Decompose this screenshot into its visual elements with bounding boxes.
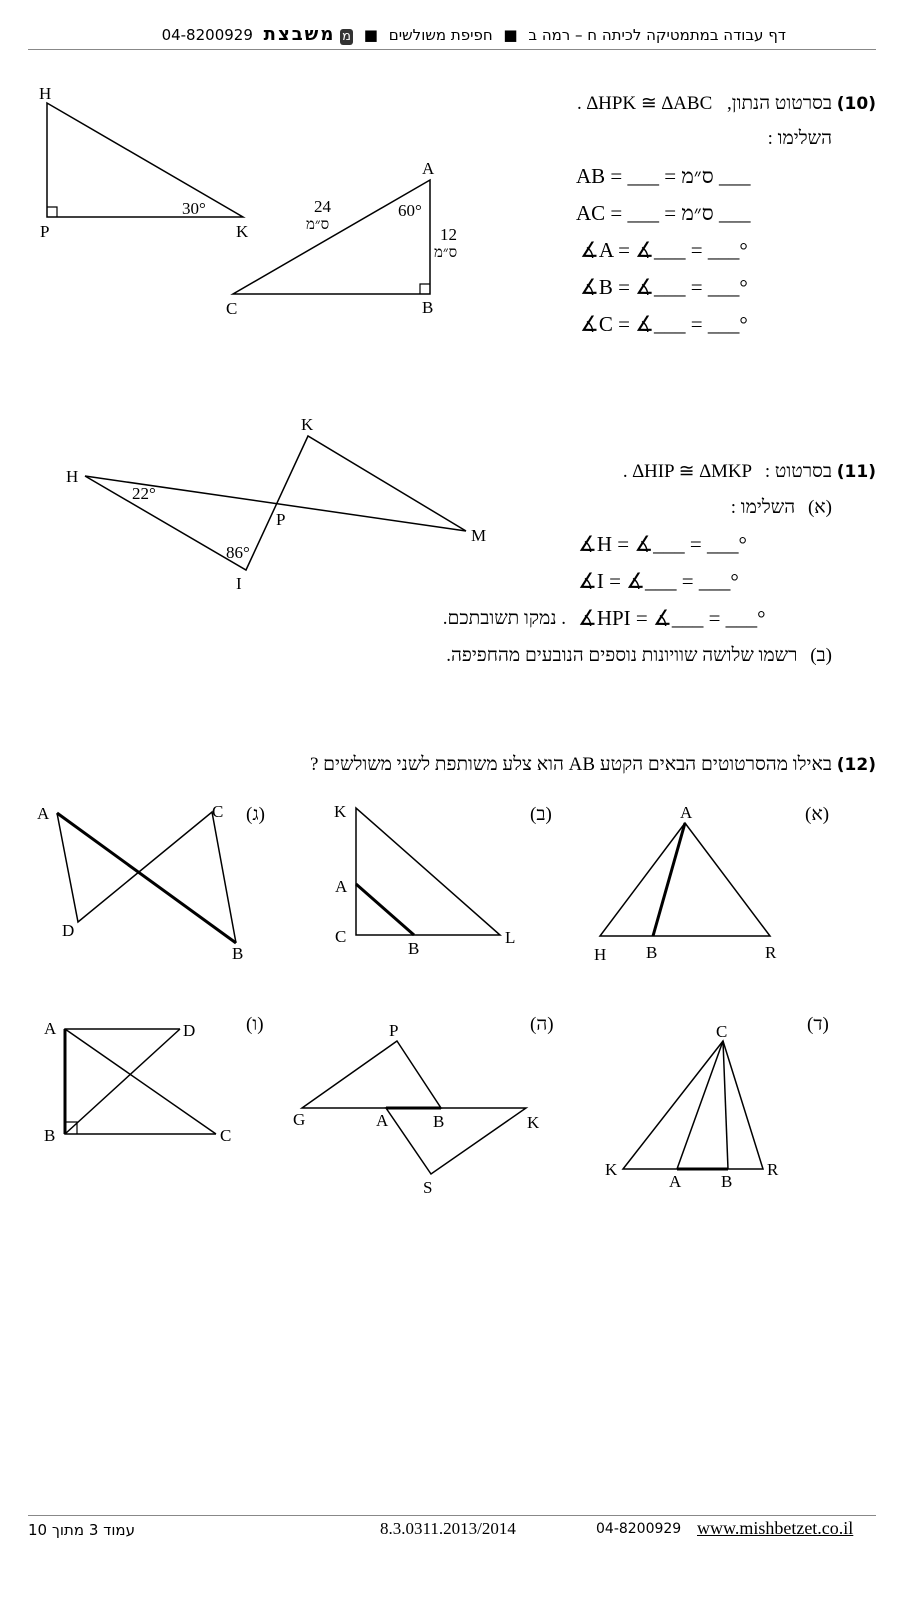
q10-answer-line[interactable]: ∡A = ∡___ = ___°	[580, 238, 748, 262]
vertex-label: P	[40, 222, 50, 241]
fig-a-segment-ab	[653, 823, 685, 936]
vertex-label: A	[680, 803, 693, 822]
q12-figure-label: (א)	[805, 804, 830, 825]
vertex-label: B	[422, 298, 434, 317]
header-phone: 04-8200929	[161, 26, 253, 44]
fig-b-triangle	[356, 808, 500, 935]
vertex-label: K	[236, 222, 249, 241]
vertex-label: M	[471, 526, 487, 545]
brand-logo: מ	[342, 29, 351, 44]
side-label: 24	[314, 197, 331, 216]
vertex-label: C	[220, 1126, 232, 1145]
q12-figure-label: (ג)	[246, 804, 265, 825]
vertex-label: H	[39, 84, 52, 103]
q11-b-text: רשמו שלושה שוויונות נוספים הנובעים מהחפיפה.	[446, 645, 798, 666]
header-separator: ■	[503, 26, 518, 44]
fig-b-segment-ab	[356, 884, 414, 935]
q10-statement-text: בסרטוט הנתון,	[727, 93, 833, 114]
vertex-label: B	[721, 1172, 733, 1191]
vertex-label: D	[183, 1021, 196, 1040]
q10-answer-line[interactable]: AB = ___ = ס״מ ___	[576, 164, 751, 188]
fig-d-triangle	[623, 1041, 763, 1169]
vertex-label: A	[335, 877, 348, 896]
fig-h-triangle-pgb	[302, 1041, 441, 1108]
vertex-label: L	[505, 928, 516, 947]
q11-answer-line[interactable]: ∡H = ∡___ = ___°	[578, 532, 747, 556]
header-title: דף עבודה במתמטיקה לכיתה ח – רמה ב	[528, 26, 786, 44]
vertex-label: K	[334, 802, 347, 821]
q12-figure-label: (ב)	[530, 804, 552, 825]
vertex-label: A	[44, 1019, 57, 1038]
vertex-label: G	[293, 1110, 306, 1129]
q12-figure-label: (ה)	[530, 1014, 554, 1035]
vertex-label: P	[389, 1021, 399, 1040]
header-topic: חפיפת משולשים	[388, 26, 493, 44]
fig-v-diagonal	[65, 1029, 180, 1134]
vertex-label: K	[301, 415, 314, 434]
vertex-label: C	[716, 1022, 728, 1041]
q11-answer-line[interactable]: ∡HPI = ∡___ = ___°	[578, 606, 766, 630]
q12-text: באילו מהסרטוטים הבאים הקטע AB הוא צלע משותפת לשני משולשים ?	[309, 754, 833, 775]
q11-dot: .	[622, 461, 628, 482]
vertex-label: C	[335, 927, 347, 946]
angle-label: 22°	[132, 484, 156, 503]
q11-complete-label: השלימו :	[730, 497, 796, 518]
fig-h-triangle-aks	[386, 1108, 526, 1174]
vertex-label: A	[37, 804, 50, 823]
q11-congruence: ∆HIP ≅ ∆MKP	[632, 461, 753, 482]
q10-number: (10)	[836, 94, 876, 114]
vertex-label: H	[594, 945, 607, 964]
q10-answer-line[interactable]: ∡C = ∡___ = ___°	[580, 312, 748, 336]
q12-number: (12)	[836, 755, 876, 775]
angle-label: 86°	[226, 543, 250, 562]
q10-complete-label: השלימו :	[767, 128, 832, 149]
vertex-label: P	[276, 510, 286, 529]
vertex-label: B	[408, 939, 420, 958]
header-separator: ■	[363, 26, 378, 44]
vertex-label: H	[66, 467, 79, 486]
q10-answer-line[interactable]: ∡B = ∡___ = ___°	[580, 275, 748, 299]
fig-a-triangle	[600, 823, 770, 936]
vertex-label: B	[44, 1126, 56, 1145]
vertex-label: R	[765, 943, 777, 962]
vertex-label: C	[226, 299, 238, 318]
angle-label: 30°	[182, 199, 206, 218]
vertex-label: A	[422, 159, 435, 178]
q11-statement-text: בסרטוט :	[764, 461, 833, 482]
vertex-label: D	[62, 921, 75, 940]
q12-figure-label: (ו)	[246, 1014, 264, 1035]
fig-g-segment-ab	[57, 813, 236, 943]
q11-a-label: (א)	[807, 497, 832, 518]
footer-phone: 04-8200929	[596, 1521, 682, 1537]
q11-b-label: (ב)	[810, 645, 832, 666]
footer-site-link[interactable]: www.mishbetzet.co.il	[697, 1518, 854, 1538]
brand-name: משבצת	[263, 24, 336, 45]
footer-page: עמוד 3 מתוך 10	[28, 1521, 135, 1539]
q11-answer-line[interactable]: ∡I = ∡___ = ___°	[578, 569, 739, 593]
vertex-label: S	[423, 1178, 433, 1197]
q10-congruence: ∆HPK ≅ ∆ABC	[586, 93, 713, 114]
fig-v-diagonal	[65, 1029, 216, 1134]
vertex-label: K	[527, 1113, 540, 1132]
vertex-label: R	[767, 1160, 779, 1179]
vertex-label: K	[605, 1160, 618, 1179]
q11-explain: . נמקו תשובתכם.	[442, 608, 566, 629]
vertex-label: B	[433, 1112, 445, 1131]
q11-number: (11)	[836, 462, 876, 482]
footer-rule	[28, 1515, 876, 1516]
vertex-label: A	[669, 1172, 682, 1191]
vertex-label: I	[236, 574, 242, 593]
fig-d-cevian	[723, 1041, 728, 1169]
vertex-label: A	[376, 1111, 389, 1130]
footer-code: 8.3.0311.2013/2014	[380, 1519, 516, 1538]
vertex-label: C	[212, 802, 224, 821]
fig-d-cevian	[677, 1041, 723, 1169]
q10-dot: .	[577, 93, 582, 114]
vertex-label: B	[232, 944, 244, 963]
angle-label: 60°	[398, 201, 422, 220]
unit-label: ס״מ	[306, 217, 330, 233]
side-label: 12	[440, 225, 457, 244]
unit-label: ס״מ	[434, 245, 458, 261]
vertex-label: B	[646, 943, 658, 962]
q10-answer-line[interactable]: AC = ___ = ס״מ ___	[576, 201, 751, 225]
q12-figure-label: (ד)	[807, 1014, 829, 1035]
